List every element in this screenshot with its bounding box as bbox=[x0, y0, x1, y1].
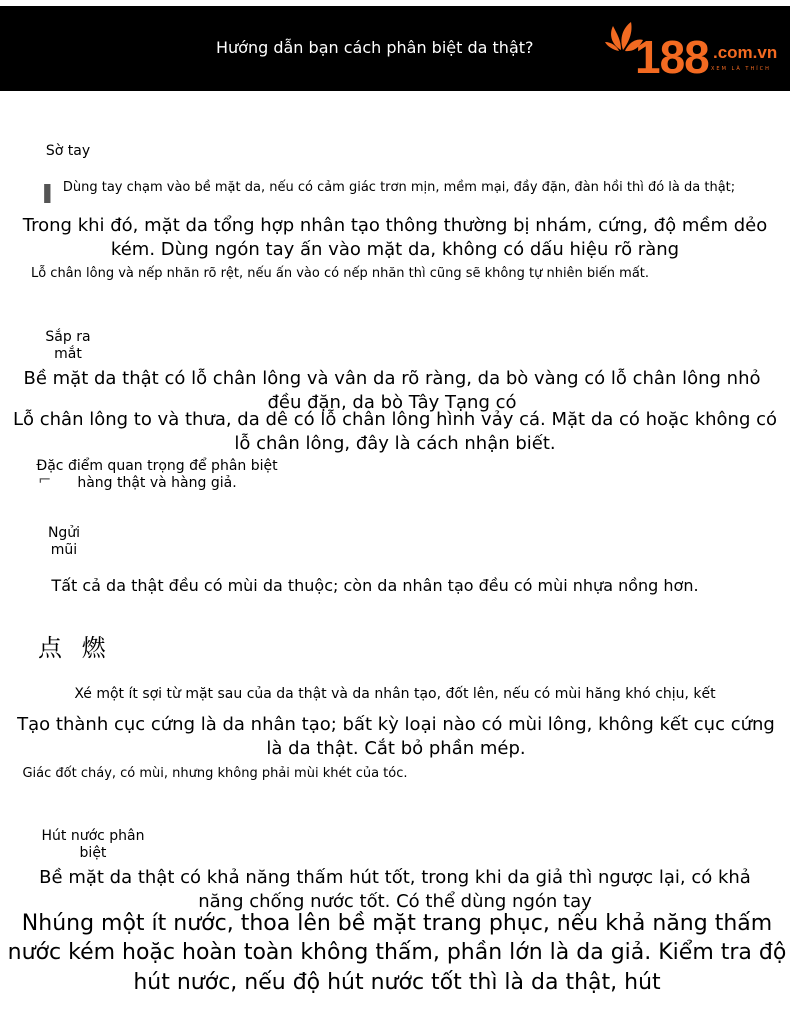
section-heading-touch: Sờ tay bbox=[45, 143, 91, 159]
logo-tagline: XEM LÀ THÍCH bbox=[711, 66, 771, 72]
look-text-3: Đặc điểm quan trọng để phân biệt hàng thật và hàng giả. bbox=[36, 458, 278, 491]
burn-text-1: Xé một ít sợi từ mặt sau của da thật và da nhân tạo, đốt lên, nếu có mùi hăng khó chịu, kết bbox=[74, 686, 716, 702]
bracket-icon: ▐ bbox=[38, 184, 51, 203]
look-text-1: Bề mặt da thật có lỗ chân lông và vân da rõ ràng, da bò vàng có lỗ chân lông nhỏ đều đặn, da bò Tây Tạng có bbox=[23, 368, 761, 413]
absorb-text-1: Bề mặt da thật có khả năng thấm hút tốt, trong khi da giả thì ngược lại, có khả năng chống nước tốt. Có thể dùng ngón tay bbox=[39, 867, 751, 912]
site-logo[interactable] bbox=[605, 20, 790, 90]
header-bar bbox=[0, 6, 790, 91]
touch-text-2: Trong khi đó, mặt da tổng hợp nhân tạo thông thường bị nhám, cứng, độ mềm dẻo kém. Dùng ngón tay ấn vào mặt da, không có dấu hiệu rõ ràng bbox=[22, 215, 768, 260]
page-title: Hướng dẫn bạn cách phân biệt da thật? bbox=[216, 38, 534, 57]
logo-number: 188 bbox=[635, 31, 709, 83]
bracket-icon: ⌐ bbox=[38, 470, 52, 489]
touch-text-3: Lỗ chân lông và nếp nhăn rõ rệt, nếu ấn vào có nếp nhăn thì cũng sẽ không tự nhiên biến mất. bbox=[30, 266, 650, 281]
look-text-2: Lỗ chân lông to và thưa, da dê có lỗ chân lông hình vảy cá. Mặt da có hoặc không có lỗ chân lông, đây là cách nhận biết. bbox=[12, 409, 778, 454]
burn-text-2: Tạo thành cục cứng là da nhân tạo; bất kỳ loại nào có mùi lông, không kết cục cứng là da thật. Cắt bỏ phần mép. bbox=[17, 714, 775, 759]
section-heading-smell: Ngửi mũi bbox=[47, 525, 81, 558]
burn-text-3: Giác đốt cháy, có mùi, nhưng không phải mùi khét của tóc. bbox=[22, 766, 408, 781]
section-heading-burn: 点 燃 bbox=[38, 634, 112, 662]
touch-text-1: Dùng tay chạm vào bề mặt da, nếu có cảm giác trơn mịn, mềm mại, đầy đặn, đàn hồi thì đó là da thật; bbox=[62, 180, 736, 195]
absorb-text-2: Nhúng một ít nước, thoa lên bề mặt trang phục, nếu khả năng thấm nước kém hoặc hoàn toàn không thấm, phần lớn là da giả. Kiểm tra độ hút nước, nếu độ hút nước tốt thì là da thật, hút bbox=[7, 911, 787, 995]
section-heading-look: Sắp ra mắt bbox=[45, 329, 91, 362]
logo-domain: .com.vn bbox=[713, 43, 778, 62]
smell-text-1: Tất cả da thật đều có mùi da thuộc; còn da nhân tạo đều có mùi nhựa nồng hơn. bbox=[51, 576, 699, 595]
section-heading-absorb: Hút nước phân biệt bbox=[41, 828, 145, 861]
